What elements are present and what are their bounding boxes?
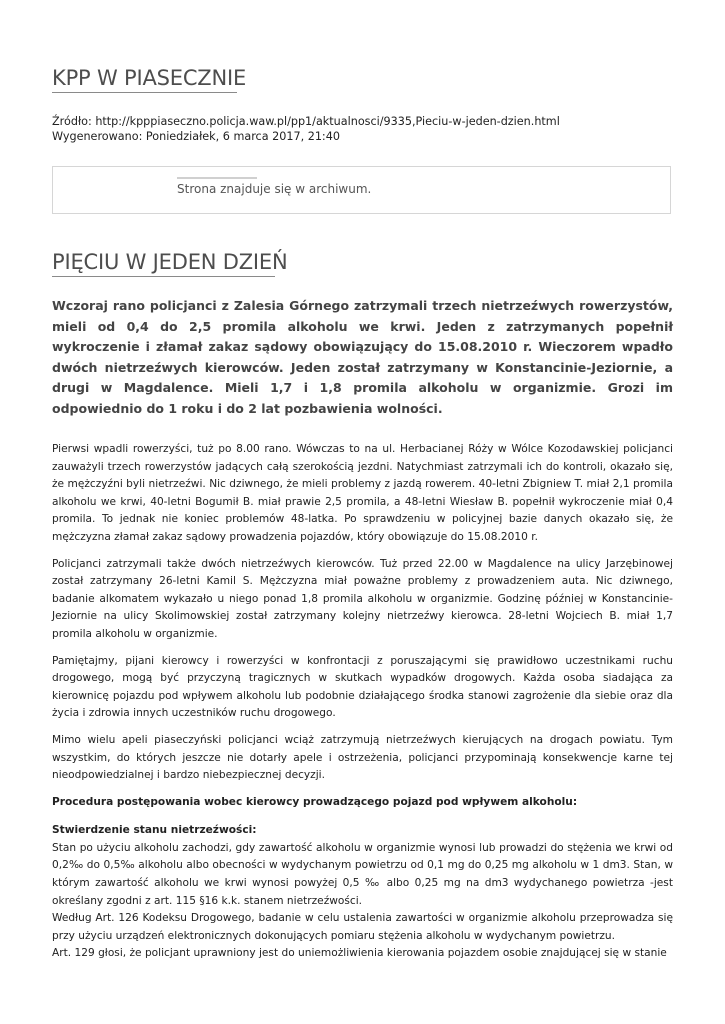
site-title: KPP W PIASECZNIE: [52, 66, 247, 90]
archive-notice-divider: [177, 177, 257, 179]
article-title-underline: [52, 276, 275, 277]
article-lead: Wczoraj rano policjanci z Zalesia Górnego zatrzymali trzech nietrzeźwych rowerzystów, mieli od 0,4 do 2,5 promila alkoholu we krwi. Jeden z zatrzymanych popełnił wykroczenie i złamał zakaz sądowy obowiązujący do 15.08.2010 r. Wieczorem wpadło dwóch nietrzeźwych kierowców. Jeden został zatrzymany w Konstancinie-Jeziornie, a drugi w Magdalence. Mieli 1,7 i 1,8 promila alkoholu w organizmie. Grozi im odpowiednio do 1 roku i do 2 lat pozbawienia wolności.: [52, 298, 673, 416]
generated-line: Wygenerowano: Poniedziałek, 6 marca 2017, 21:40: [52, 130, 340, 143]
source-line: Źródło: http://kpppiaseczno.policja.waw.pl/pp1/aktualnosci/9335,Pieciu-w-jeden-dzien.html: [52, 115, 560, 128]
archive-notice-box: [52, 166, 671, 214]
procedure-text: Stan po użyciu alkoholu zachodzi, gdy zawartość alkoholu w organizmie wynosi lub prowadzi do stężenia we krwi od 0,2‰ do 0,5‰ alkoholu albo obecności w wydychanym powietrzu od 0,1 mg do 0,25 mg alkoholu w 1 dm3. Stan, w którym zawartość alkoholu we krwi wynosi powyżej 0,5 ‰ albo 0,25 mg na dm3 wydychanego powietrza -jest określany zgodni z art. 115 §16 k.k. stanem nietrzeźwości.: [52, 841, 673, 907]
site-title-underline: [52, 92, 237, 93]
procedure-text: Art. 129 głosi, że policjant uprawniony jest do uniemożliwienia kierowania pojazdem osobie znajdującej się w stanie: [52, 947, 667, 960]
procedure-subheading: Stwierdzenie stanu nietrzeźwości:: [52, 824, 257, 837]
procedure-text: Według Art. 126 Kodeksu Drogowego, badanie w celu ustalenia zawartości w organizmie alkoholu przeprowadza się przy użyciu urządzeń elektronicznych dokonujących pomiaru stężenia alkoholu w wydychanym powietrzu.: [52, 912, 673, 942]
body-paragraph: Pierwsi wpadli rowerzyści, tuż po 8.00 rano. Wówczas to na ul. Herbacianej Róży w Wólce Kozodawskiej policjanci zauważyli trzech rowerzystów jadących całą szerokością jezdni. Natychmiast zatrzymali ich do kontroli, okazało się, że mężczyźni byli nietrzeźwi. Nic dziwnego, że mieli problemy z jazdą rowerem. 40-letni Zbigniew T. miał 2,1 promila alkoholu we krwi, 40-letni Bogumił B. miał prawie 2,5 promila, a 48-letni Wiesław B. popełnił wykroczenie miał 0,4 promila. To jednak nie koniec problemów 48-latka. Po sprawdzeniu w policyjnej bazie danych okazało się, że mężczyzna złamał zakaz sądowy prowadzenia pojazdów, który obowiązuje do 15.08.2010 r.: [52, 443, 673, 543]
article-title: PIĘCIU W JEDEN DZIEŃ: [52, 250, 288, 274]
body-paragraph: Mimo wielu apeli piaseczyński policjanci wciąż zatrzymują nietrzeźwych kierujących na drogach powiatu. Tym wszystkim, do których jeszcze nie dotarły apele i ostrzeżenia, policjanci przypominają konsekwencje karne tej nieodpowiedzialnej i bardzo niebezpiecznej decyzji.: [52, 733, 673, 782]
body-paragraph: Policjanci zatrzymali także dwóch nietrzeźwych kierowców. Tuż przed 22.00 w Magdalence na ulicy Jarzębinowej został zatrzymany 26-letni Kamil S. Mężczyzna miał poważne problemy z prowadzeniem auta. Nic dziwnego, badanie alkomatem wykazało u niego ponad 1,8 promila alkoholu w organizmie. Godzinę później w Konstancinie-Jeziornie na ulicy Skolimowskiej został zatrzymany kolejny nietrzeźwy kierowca. 28-letni Wojciech B. miał 1,7 promila alkoholu w organizmie.: [52, 557, 673, 640]
archive-notice-text: Strona znajduje się w archiwum.: [177, 182, 372, 196]
article-body: [52, 441, 673, 963]
body-paragraph: Pamiętajmy, pijani kierowcy i rowerzyści w konfrontacji z poruszającymi się prawidłowo uczestnikami ruchu drogowego, mogą być przyczyną tragicznych w skutkach wypadków drogowych. Każda osoba siadająca za kierownicę pojazdu pod wpływem alkoholu lub podobnie działającego środka stanowi zagrożenie dla siebie oraz dla życia i zdrowia innych uczestników ruchu drogowego.: [52, 654, 673, 720]
document-meta: [52, 114, 560, 144]
procedure-heading: Procedura postępowania wobec kierowcy prowadzącego pojazd pod wpływem alkoholu:: [52, 795, 578, 808]
